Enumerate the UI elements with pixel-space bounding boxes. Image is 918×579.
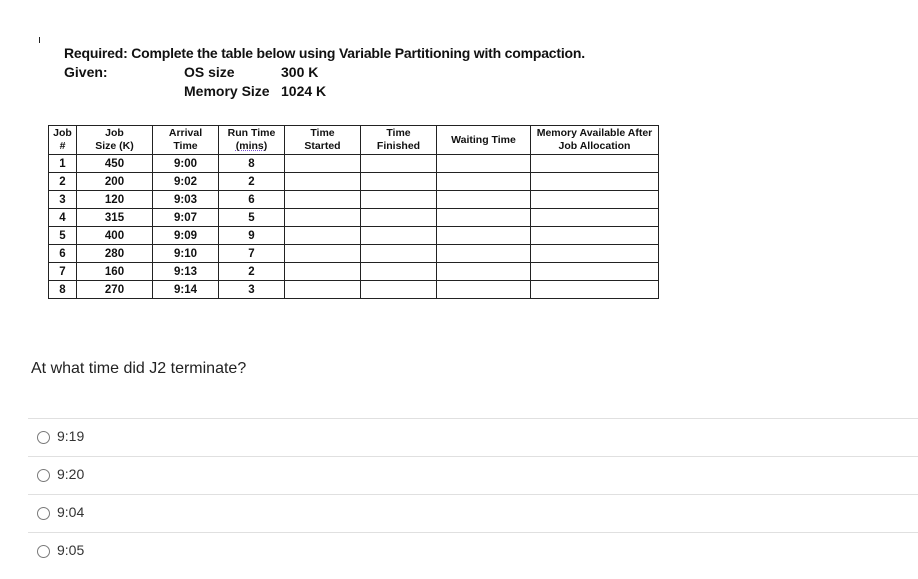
time-finished-cell (361, 173, 437, 191)
table-row (49, 191, 659, 209)
col-header-waiting-time: Waiting Time (437, 126, 531, 155)
option-label[interactable]: 9:19 (57, 428, 85, 444)
radio-button[interactable] (37, 469, 50, 482)
run-time-cell: 2 (219, 263, 285, 281)
option-label[interactable]: 9:04 (57, 504, 85, 520)
job-size-cell: 160 (77, 263, 153, 281)
job-size-cell: 270 (77, 281, 153, 299)
time-finished-cell (361, 191, 437, 209)
memory-available-cell (531, 173, 659, 191)
memory-available-cell (531, 263, 659, 281)
col-header-job-number: Job # (49, 126, 77, 155)
radio-button[interactable] (37, 545, 50, 558)
col-header-run-time: Run Time (mins) (219, 126, 285, 155)
run-time-cell: 8 (219, 155, 285, 173)
time-finished-cell (361, 245, 437, 263)
arrival-time-cell: 9:00 (153, 155, 219, 173)
job-number-cell: 4 (49, 209, 77, 227)
job-number-cell: 1 (49, 155, 77, 173)
time-started-cell (285, 263, 361, 281)
col-header-arrival-time: Arrival Time (153, 126, 219, 155)
job-size-cell: 450 (77, 155, 153, 173)
os-size-value: 300 K (281, 64, 319, 80)
arrival-time-cell: 9:07 (153, 209, 219, 227)
run-time-cell: 5 (219, 209, 285, 227)
memory-available-cell (531, 245, 659, 263)
answer-option[interactable] (28, 456, 918, 495)
waiting-time-cell (437, 209, 531, 227)
radio-button[interactable] (37, 507, 50, 520)
cursor-mark (39, 37, 40, 43)
waiting-time-cell (437, 245, 531, 263)
col-header-job-size: Job Size (K) (77, 126, 153, 155)
time-finished-cell (361, 281, 437, 299)
job-number-cell: 6 (49, 245, 77, 263)
answer-option[interactable] (28, 494, 918, 533)
arrival-time-cell: 9:02 (153, 173, 219, 191)
time-finished-cell (361, 209, 437, 227)
time-started-cell (285, 281, 361, 299)
run-time-cell: 2 (219, 173, 285, 191)
col-header-time-finished: Time Finished (361, 126, 437, 155)
answer-option[interactable] (28, 532, 918, 571)
run-time-cell: 9 (219, 227, 285, 245)
waiting-time-cell (437, 281, 531, 299)
job-size-cell: 120 (77, 191, 153, 209)
arrival-time-cell: 9:10 (153, 245, 219, 263)
job-number-cell: 8 (49, 281, 77, 299)
job-number-cell: 3 (49, 191, 77, 209)
arrival-time-cell: 9:03 (153, 191, 219, 209)
time-finished-cell (361, 155, 437, 173)
job-number-cell: 2 (49, 173, 77, 191)
arrival-time-cell: 9:14 (153, 281, 219, 299)
question-text: At what time did J2 terminate? (31, 360, 247, 377)
waiting-time-cell (437, 173, 531, 191)
radio-button[interactable] (37, 431, 50, 444)
arrival-time-cell: 9:13 (153, 263, 219, 281)
os-size-label: OS size (184, 64, 235, 80)
arrival-time-cell: 9:09 (153, 227, 219, 245)
time-started-cell (285, 173, 361, 191)
table-row (49, 155, 659, 173)
time-started-cell (285, 209, 361, 227)
run-time-cell: 3 (219, 281, 285, 299)
waiting-time-cell (437, 191, 531, 209)
col-header-time-started: Time Started (285, 126, 361, 155)
job-size-cell: 280 (77, 245, 153, 263)
table-row (49, 227, 659, 245)
job-number-cell: 7 (49, 263, 77, 281)
run-time-cell: 6 (219, 191, 285, 209)
col-header-memory-available: Memory Available After Job Allocation (531, 126, 659, 155)
answer-option[interactable] (28, 418, 918, 457)
memory-available-cell (531, 227, 659, 245)
table-row (49, 173, 659, 191)
memory-available-cell (531, 191, 659, 209)
memory-available-cell (531, 209, 659, 227)
time-started-cell (285, 155, 361, 173)
memory-size-label: Memory Size (184, 83, 270, 99)
time-started-cell (285, 227, 361, 245)
waiting-time-cell (437, 263, 531, 281)
table-row (49, 263, 659, 281)
job-size-cell: 315 (77, 209, 153, 227)
table-row (49, 209, 659, 227)
time-started-cell (285, 245, 361, 263)
job-number-cell: 5 (49, 227, 77, 245)
job-size-cell: 400 (77, 227, 153, 245)
time-started-cell (285, 191, 361, 209)
memory-available-cell (531, 155, 659, 173)
table-row (49, 281, 659, 299)
waiting-time-cell (437, 155, 531, 173)
waiting-time-cell (437, 227, 531, 245)
memory-size-value: 1024 K (281, 83, 327, 99)
table-header-row (49, 126, 659, 155)
option-label[interactable]: 9:05 (57, 542, 85, 558)
given-label: Given: (64, 64, 108, 80)
table-row (49, 245, 659, 263)
required-instruction: Required: Complete the table below using Variable Partitioning with compaction. (64, 45, 585, 61)
job-size-cell: 200 (77, 173, 153, 191)
memory-available-cell (531, 281, 659, 299)
time-finished-cell (361, 263, 437, 281)
run-time-cell: 7 (219, 245, 285, 263)
option-label[interactable]: 9:20 (57, 466, 85, 482)
time-finished-cell (361, 227, 437, 245)
job-table (48, 125, 659, 299)
